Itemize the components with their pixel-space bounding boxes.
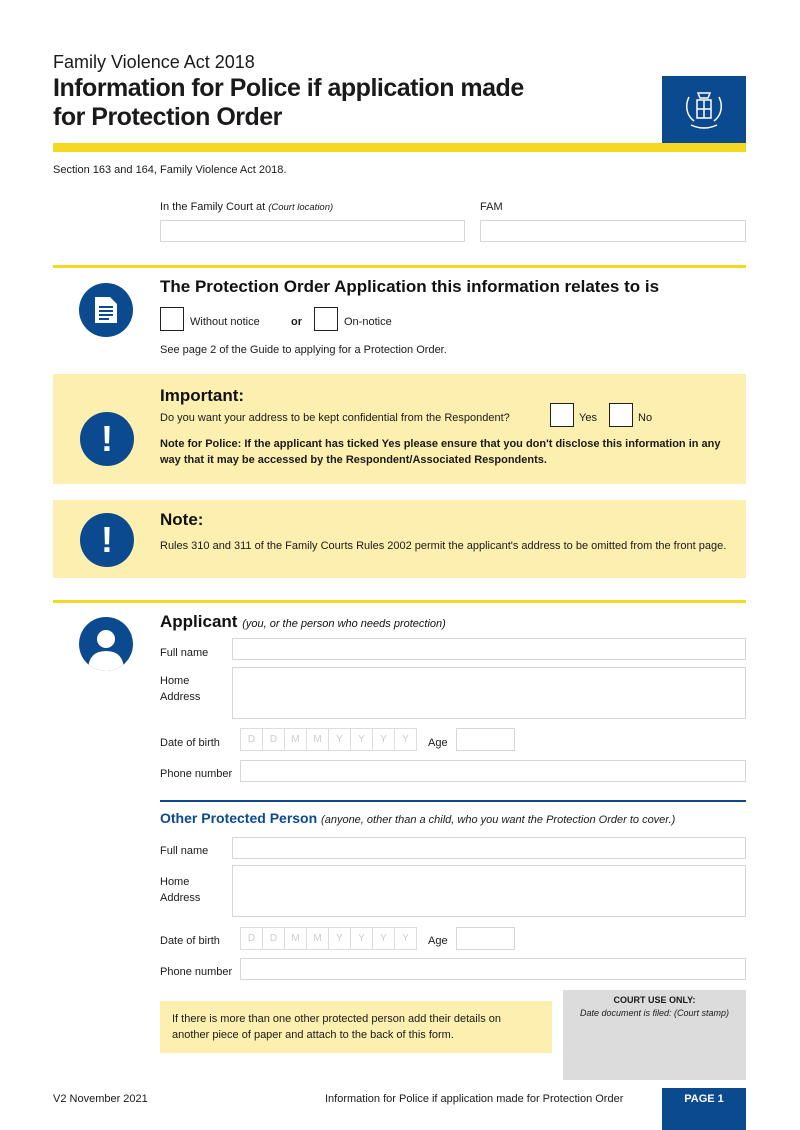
court-location-input[interactable] xyxy=(160,220,465,242)
applicant-age-input[interactable] xyxy=(456,728,515,751)
without-notice-label: Without notice xyxy=(190,316,260,328)
age-label: Age xyxy=(428,737,448,749)
other-full-name-input[interactable] xyxy=(232,837,746,859)
full-name-label: Full name xyxy=(160,845,209,857)
on-notice-checkbox[interactable] xyxy=(314,307,338,331)
person-icon xyxy=(79,617,133,671)
page-number: PAGE 1 xyxy=(662,1088,746,1130)
police-note: Note for Police: If the applicant has ticked Yes please ensure that you don't disclose this information in any way that it may be accessed by the Respondent/Associated Respondents. xyxy=(160,438,721,466)
guide-note: See page 2 of the Guide to applying for a Protection Order. xyxy=(160,344,447,356)
applicant-phone-input[interactable] xyxy=(240,760,746,782)
applicant-dob-input[interactable]: D D M M Y Y Y Y xyxy=(240,728,416,751)
court-label: In the Family Court at (Court location) xyxy=(160,201,334,213)
applicant-address-input[interactable] xyxy=(232,667,746,719)
note-heading: Note: xyxy=(160,510,204,529)
home-address-label: Home Address xyxy=(160,876,201,904)
application-heading: The Protection Order Application this information relates to is xyxy=(160,277,660,296)
divider xyxy=(53,265,746,268)
confidential-question: Do you want your address to be kept confidential from the Respondent? xyxy=(160,412,510,424)
or-label: or xyxy=(291,316,302,328)
other-person-heading: Other Protected Person (anyone, other than a child, who you want the Protection Order to cover.) xyxy=(160,810,676,826)
section-reference: Section 163 and 164, Family Violence Act 2018. xyxy=(53,164,287,176)
no-label: No xyxy=(638,412,653,424)
divider xyxy=(160,800,746,802)
other-address-input[interactable] xyxy=(232,865,746,917)
coat-of-arms-logo xyxy=(662,76,746,143)
court-use-title: COURT USE ONLY: xyxy=(613,995,696,1005)
header-bar xyxy=(53,143,746,152)
without-notice-checkbox[interactable] xyxy=(160,307,184,331)
applicant-full-name-input[interactable] xyxy=(232,638,746,660)
note-text: Rules 310 and 311 of the Family Courts Rules 2002 permit the applicant's address to be omitted from the front page. xyxy=(160,540,727,552)
dob-label: Date of birth xyxy=(160,935,220,947)
footer-title: Information for Police if application made for Protection Order xyxy=(325,1093,624,1105)
exclamation-icon: ! xyxy=(80,412,134,466)
footer-version: V2 November 2021 xyxy=(53,1093,148,1105)
yes-label: Yes xyxy=(579,412,597,424)
court-use-subtitle: Date document is filed: (Court stamp) xyxy=(579,1008,730,1018)
on-notice-label: On-notice xyxy=(344,316,392,328)
other-dob-input[interactable]: D D M M Y Y Y Y xyxy=(240,927,416,950)
divider xyxy=(53,600,746,603)
important-heading: Important: xyxy=(160,386,245,405)
fam-number-input[interactable] xyxy=(480,220,746,242)
confidential-yes-checkbox[interactable] xyxy=(550,403,574,427)
age-label: Age xyxy=(428,935,448,947)
phone-label: Phone number xyxy=(160,966,233,978)
exclamation-icon: ! xyxy=(80,513,134,567)
other-phone-input[interactable] xyxy=(240,958,746,980)
act-name: Family Violence Act 2018 xyxy=(53,52,255,72)
document-icon xyxy=(79,283,133,337)
applicant-heading: Applicant (you, or the person who needs protection) xyxy=(160,612,446,631)
fam-label: FAM xyxy=(480,201,503,213)
dob-label: Date of birth xyxy=(160,737,220,749)
full-name-label: Full name xyxy=(160,647,209,659)
home-address-label: Home Address xyxy=(160,675,201,703)
other-age-input[interactable] xyxy=(456,927,515,950)
more-persons-note: If there is more than one other protected person add their details on another piece of paper and attach to the back of this form. xyxy=(160,1001,552,1053)
phone-label: Phone number xyxy=(160,768,233,780)
confidential-no-checkbox[interactable] xyxy=(609,403,633,427)
court-use-box xyxy=(563,990,746,1080)
page-title: Information for Police if application made for Protection Order xyxy=(53,74,524,131)
